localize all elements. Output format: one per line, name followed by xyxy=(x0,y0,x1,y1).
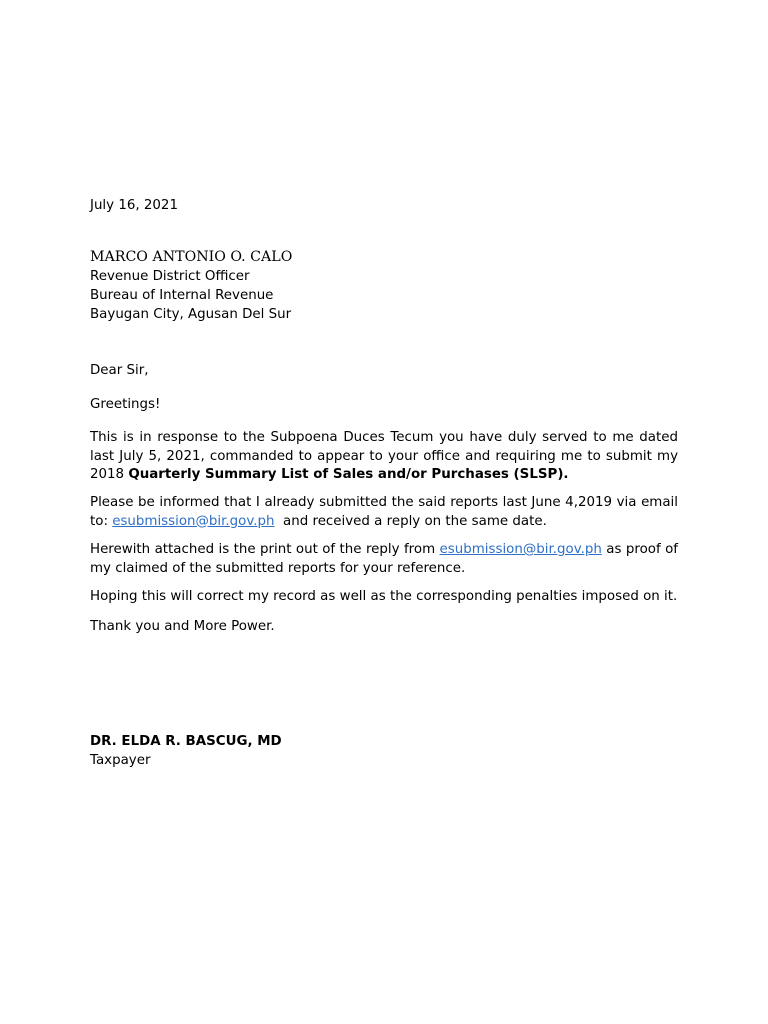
signatory-role: Taxpayer xyxy=(90,753,151,768)
recipient-office: Bureau of Internal Revenue xyxy=(90,288,274,303)
paragraph-attachment-text: Herewith attached is the print out of the reply from xyxy=(90,542,440,557)
paragraph-subpoena-text: This is in response to the Subpoena Duces Tecum you have duly served to me dated last July 5, 2021, commanded to appear to your office and requiring me to submit my 2018 xyxy=(90,430,678,482)
paragraph-thanks: Thank you and More Power. xyxy=(90,619,275,634)
slsp-report-title: Quarterly Summary List of Sales and/or Purchases (SLSP). xyxy=(128,467,569,482)
paragraph-submission-tail: and received a reply on the same date. xyxy=(274,513,547,529)
paragraph-submission xyxy=(90,494,678,531)
recipient-title: Revenue District Officer xyxy=(90,269,250,284)
email-link[interactable]: esubmission@bir.gov.ph xyxy=(112,513,275,529)
paragraph-attachment xyxy=(90,541,678,578)
recipient-block xyxy=(90,248,678,324)
paragraph-hope: Hoping this will correct my record as well as the corresponding penalties imposed on it. xyxy=(90,589,678,604)
signature-block xyxy=(90,732,678,770)
signatory-name: DR. ELDA R. BASCUG, MD xyxy=(90,734,282,749)
recipient-name: MARCO ANTONIO O. CALO xyxy=(90,249,293,265)
greeting: Greetings! xyxy=(90,397,161,412)
recipient-address: Bayugan City, Agusan Del Sur xyxy=(90,307,292,322)
paragraph-submission-text: Please be informed that I already submitted the said reports last June 4,2019 via email to: xyxy=(90,495,678,529)
paragraph-attachment-tail: as proof of my claimed of the submitted reports for your reference. xyxy=(90,542,678,576)
salutation: Dear Sir, xyxy=(90,363,149,378)
letter-date: July 16, 2021 xyxy=(90,198,178,213)
paragraph-subpoena xyxy=(90,429,678,485)
email-link[interactable]: esubmission@bir.gov.ph xyxy=(439,542,602,557)
